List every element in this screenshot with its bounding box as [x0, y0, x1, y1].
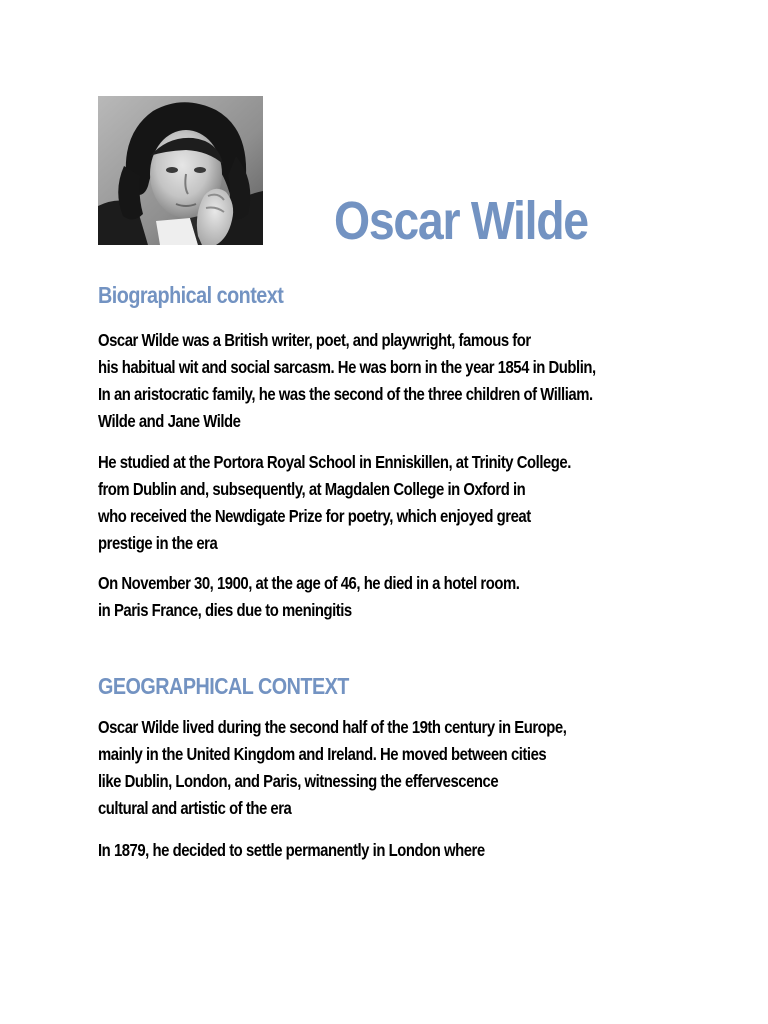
- text-line: In an aristocratic family, he was the second of the three children of William.: [98, 384, 593, 404]
- text-line: cultural and artistic of the era: [98, 798, 292, 818]
- document-title: Oscar Wilde: [334, 191, 588, 251]
- section-heading-biographical: Biographical context: [98, 282, 284, 308]
- text-line: in Paris France, dies due to meningitis: [98, 600, 352, 620]
- text-line: prestige in the era: [98, 533, 218, 553]
- text-line: In 1879, he decided to settle permanently in London where: [98, 840, 485, 860]
- text-line: Oscar Wilde was a British writer, poet, and playwright, famous for: [98, 330, 531, 350]
- text-line: Wilde and Jane Wilde: [98, 411, 241, 431]
- portrait-photo: [98, 96, 263, 245]
- paragraph-london: [98, 837, 758, 864]
- text-line: his habitual wit and social sarcasm. He was born in the year 1854 in Dublin,: [98, 357, 596, 377]
- text-line: Oscar Wilde lived during the second half of the 19th century in Europe,: [98, 717, 567, 737]
- paragraph-geography: [98, 714, 758, 822]
- paragraph-death: [98, 570, 758, 624]
- text-line: mainly in the United Kingdom and Ireland. He moved between cities: [98, 744, 547, 764]
- text-line: who received the Newdigate Prize for poetry, which enjoyed great: [98, 506, 531, 526]
- text-line: from Dublin and, subsequently, at Magdalen College in Oxford in: [98, 479, 526, 499]
- paragraph-education: [98, 449, 758, 557]
- text-line: He studied at the Portora Royal School in Enniskillen, at Trinity College.: [98, 452, 571, 472]
- section-heading-geographical: GEOGRAPHICAL CONTEXT: [98, 673, 349, 699]
- text-line: On November 30, 1900, at the age of 46, he died in a hotel room.: [98, 573, 520, 593]
- text-line: like Dublin, London, and Paris, witnessing the effervescence: [98, 771, 499, 791]
- paragraph-biography-intro: [98, 327, 758, 435]
